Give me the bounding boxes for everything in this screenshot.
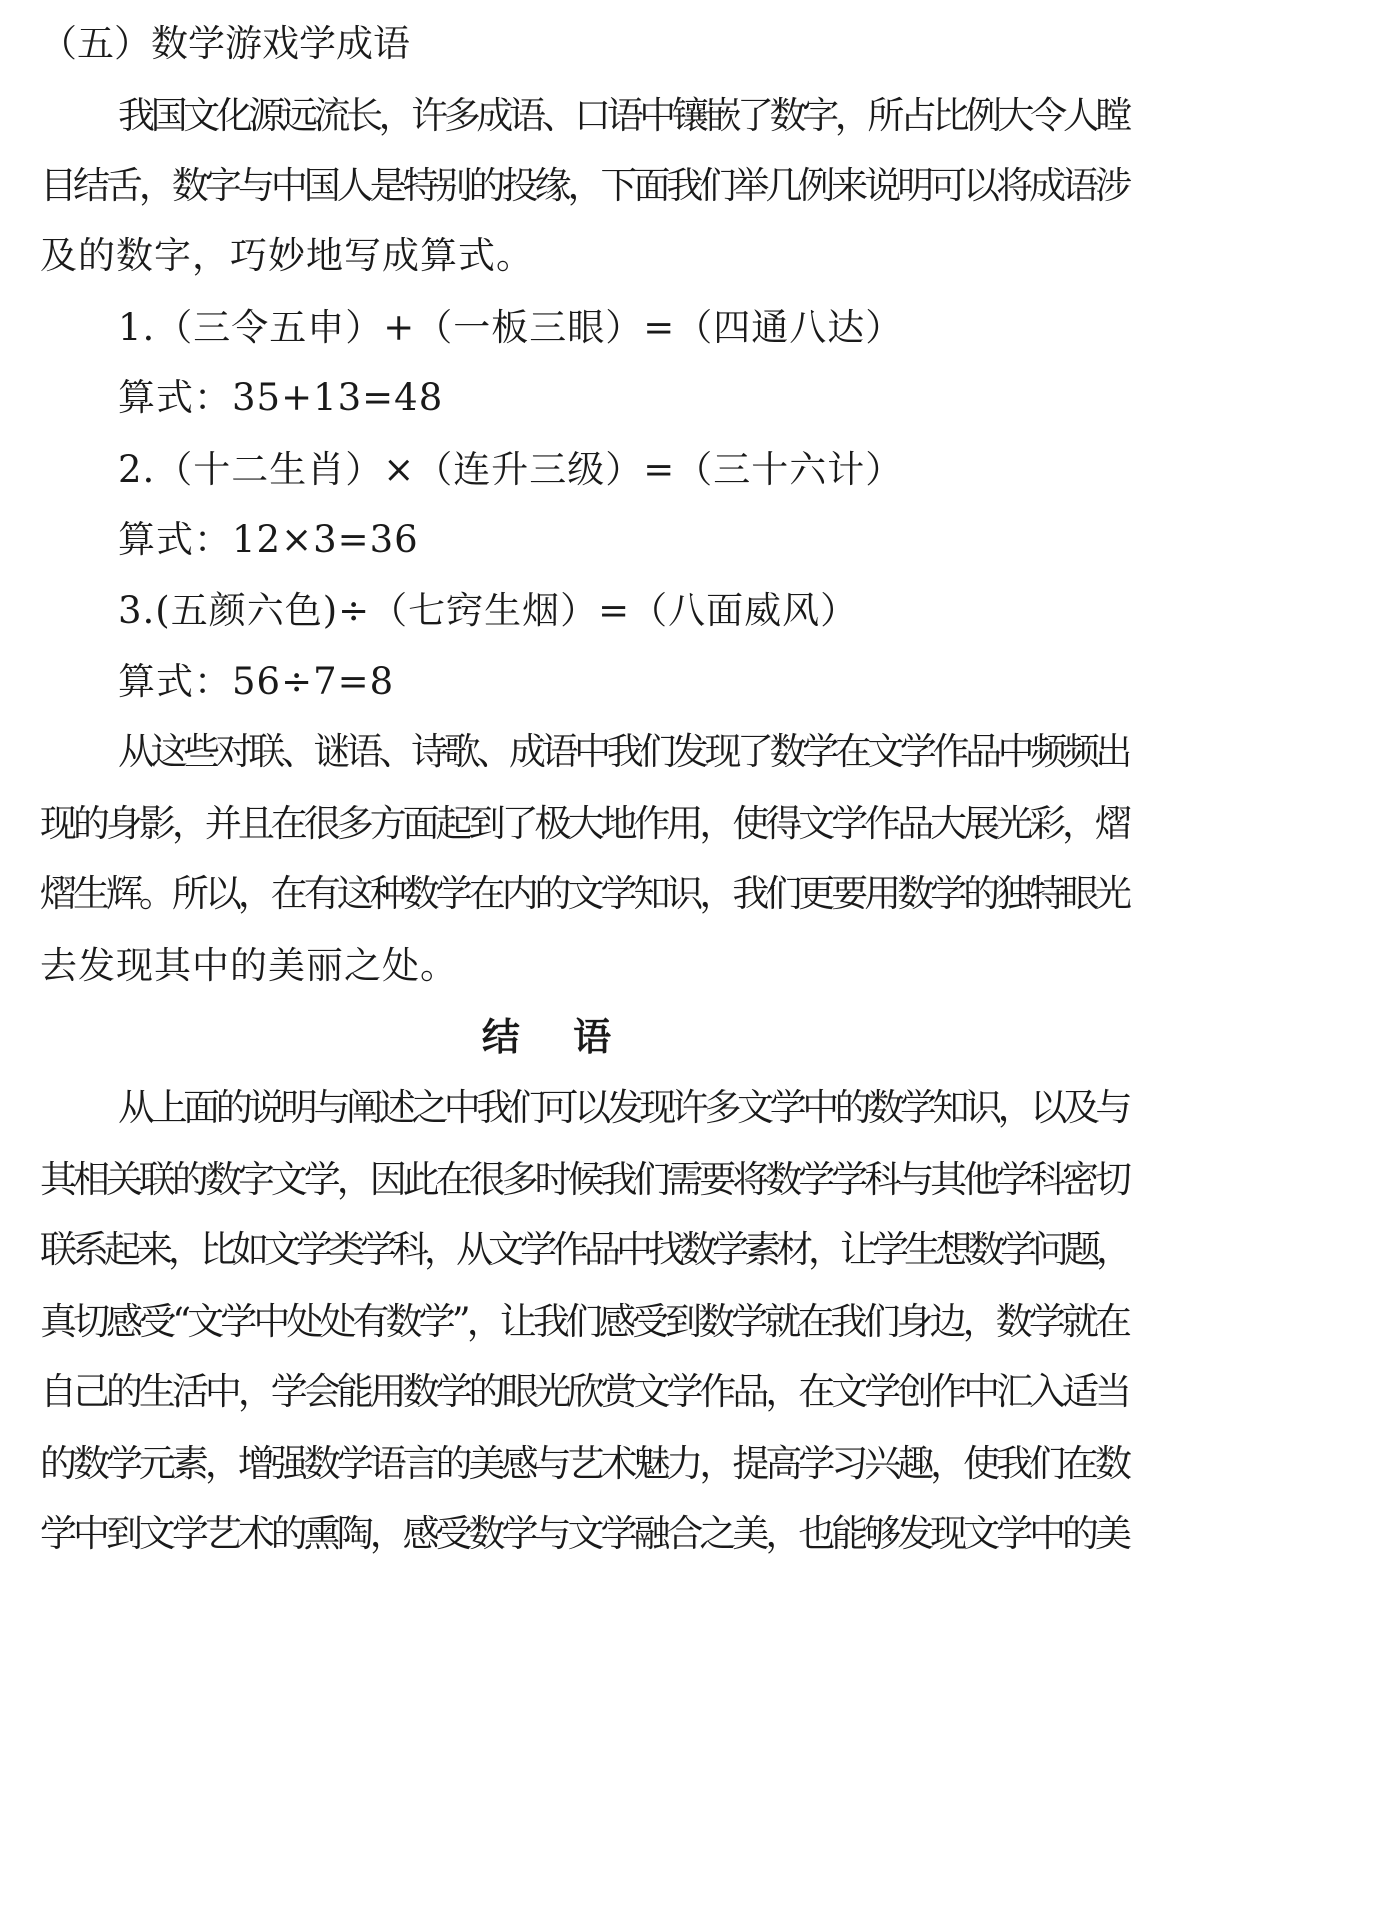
conclusion-line-2: 其相关联的数字文学，因此在很多时候我们需要将数学学科与其他学科密切 [40,1158,1128,1201]
intro-line-2: 目结舌，数字与中国人是特别的投缘，下面我们举几例来说明可以将成语涉 [40,164,1128,207]
conclusion-line-4: 真切感受“文学中处处有数学”，让我们感受到数学就在我们身边，数学就在 [40,1300,1128,1343]
conclusion-line-7: 学中到文学艺术的熏陶，感受数学与文学融合之美，也能够发现文学中的美 [40,1512,1128,1555]
example-3-equation: 3.(五颜六色)÷（七窍生烟）=（八面威风） [118,589,859,632]
example-1-formula: 算式：35+13=48 [118,376,444,419]
intro-line-1: 我国文化源远流长，许多成语、口语中镶嵌了数字，所占比例大令人瞠 [118,94,1128,137]
summary-line-1: 从这些对联、谜语、诗歌、成语中我们发现了数学在文学作品中频频出 [118,730,1128,773]
summary-line-3: 熠生辉。所以，在有这种数学在内的文学知识，我们更要用数学的独特眼光 [40,872,1128,915]
example-2-equation: 2.（十二生肖）×（连升三级）=（三十六计） [118,448,904,491]
example-1-equation: 1.（三令五申）+（一板三眼）=（四通八达） [118,306,904,349]
summary-line-4: 去发现其中的美丽之处。 [40,944,458,987]
example-3-formula: 算式：56÷7=8 [118,660,395,703]
conclusion-heading: 结 语 [481,1014,632,1059]
example-2-formula: 算式：12×3=36 [118,518,419,561]
section-title: （五）数学游戏学成语 [40,22,410,65]
conclusion-line-1: 从上面的说明与阐述之中我们可以发现许多文学中的数学知识，以及与 [118,1086,1128,1129]
conclusion-line-5: 自己的生活中，学会能用数学的眼光欣赏文学作品，在文学创作中汇入适当 [40,1370,1128,1413]
conclusion-line-6: 的数学元素，增强数学语言的美感与艺术魅力，提高学习兴趣，使我们在数 [40,1442,1128,1485]
summary-line-2: 现的身影，并且在很多方面起到了极大地作用，使得文学作品大展光彩，熠 [40,802,1128,845]
intro-line-3: 及的数字，巧妙地写成算式。 [40,234,534,277]
conclusion-line-3: 联系起来，比如文学类学科，从文学作品中找数学素材，让学生想数学问题， [40,1228,1128,1271]
